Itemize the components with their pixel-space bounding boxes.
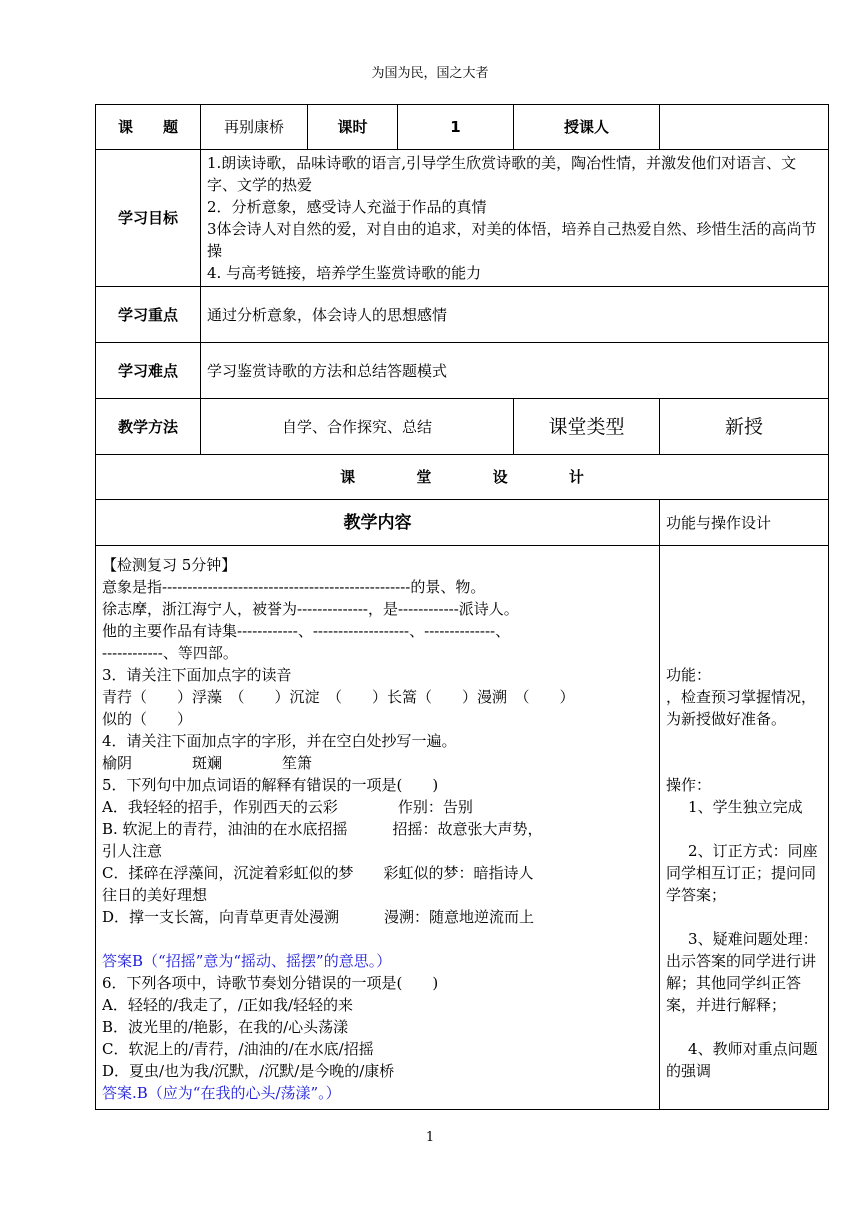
content-line: 3．请关注下面加点字的读音 <box>102 665 292 684</box>
objective-item: 2．分析意象，感受诗人充溢于作品的真情 <box>207 198 487 216</box>
period-value: 1 <box>398 105 514 150</box>
topic-value: 再别康桥 <box>201 105 308 150</box>
function-line: 3、疑难问题处理：出示答案的同学进行讲解；其他同学纠正答案，并进行解释； <box>666 930 818 1014</box>
function-line <box>666 752 824 774</box>
content-line: A．轻轻的/我走了，/正如我/轻轻的来 <box>102 995 353 1014</box>
objectives-row <box>96 150 829 287</box>
content-line: 【检测复习 5分钟】 <box>102 555 237 574</box>
content-line: D．夏虫/也为我/沉默，/沉默/是今晚的/康桥 <box>102 1061 395 1080</box>
difficulty-row <box>96 343 829 399</box>
design-header-row <box>96 500 829 546</box>
class-type-value: 新授 <box>660 399 829 455</box>
answer-line: 答案.B（应为“在我的心头/荡漾”。） <box>102 1083 341 1102</box>
period-label: 课时 <box>308 105 398 150</box>
content-line: B．波光里的/艳影，在我的/心头荡漾 <box>102 1017 349 1036</box>
content-line: C．揉碎在浮藻间，沉淀着彩虹似的梦 彩虹似的梦：暗指诗人 <box>102 863 534 882</box>
content-line: 引人注意 <box>102 841 163 860</box>
objectives-cell <box>201 150 829 287</box>
design-title-char: 计 <box>568 468 584 486</box>
key-point-text: 通过分析意象，体会诗人的思想感情 <box>201 287 829 343</box>
design-title <box>96 455 829 500</box>
design-title-char: 堂 <box>416 468 432 486</box>
objective-item: 4. 与高考链接，培养学生鉴赏诗歌的能力 <box>207 264 482 282</box>
function-line: 2、订正方式：同座同学相互订正；提问同学答案； <box>666 842 818 904</box>
function-line: 1、学生独立完成 <box>688 798 803 816</box>
teacher-value <box>660 105 829 150</box>
title-row <box>96 105 829 150</box>
content-line: D．撑一支长篙，向青草更青处漫溯 漫溯：随意地逆流而上 <box>102 907 535 926</box>
content-line: ------------、等四部。 <box>102 643 238 662</box>
objectives-label: 学习目标 <box>96 150 201 287</box>
function-line <box>666 1016 824 1038</box>
page-header: 为国为民，国之大者 <box>371 66 489 81</box>
content-line: 徐志摩，浙江海宁人，被誉为--------------，是------------派诗人。 <box>102 599 519 618</box>
content-line: B. 软泥上的青荇，油油的在水底招摇 招摇：故意张大声势， <box>102 819 543 838</box>
method-row <box>96 399 829 455</box>
content-line <box>102 928 653 950</box>
content-line: 榆阴 斑斓 笙箫 <box>102 753 313 772</box>
function-line: 操作： <box>666 776 712 794</box>
objective-item: 1.朗读诗歌，品味诗歌的语言,引导学生欣赏诗歌的美，陶冶性情，并激发他们对语言、文字、文学的热爱 <box>207 154 797 194</box>
key-point-row <box>96 287 829 343</box>
key-point-label: 学习重点 <box>96 287 201 343</box>
content-cell <box>96 546 660 1110</box>
content-line: A．我轻轻的招手，作别西天的云彩 作别：告别 <box>102 797 473 816</box>
content-line: 意象是指-------------------------------------------------的景、物。 <box>102 577 486 596</box>
method-text: 自学、合作探究、总结 <box>201 399 514 455</box>
design-title-char: 课 <box>340 468 356 486</box>
content-line: 4．请关注下面加点字的字形，并在空白处抄写一遍。 <box>102 731 457 750</box>
lesson-plan-table <box>95 104 829 1110</box>
function-line: 功能： <box>666 666 712 684</box>
content-line: 他的主要作品有诗集------------、-------------------、--------------、 <box>102 621 511 640</box>
content-line: C．软泥上的/青荇，/油油的/在水底/招摇 <box>102 1039 374 1058</box>
content-line: 青荇（ ）浮藻 （ ）沉淀 （ ）长篙（ ）漫溯 （ ） <box>102 687 575 706</box>
function-line: ，检查预习掌握情况，为新授做好准备。 <box>666 688 817 728</box>
content-line: 似的（ ） <box>102 709 193 728</box>
content-header: 教学内容 <box>96 500 660 546</box>
topic-label: 课 题 <box>96 105 201 150</box>
function-line: 4、教师对重点问题的强调 <box>666 1040 818 1080</box>
method-label: 教学方法 <box>96 399 201 455</box>
function-cell <box>660 546 829 1110</box>
design-title-row <box>96 455 829 500</box>
page-number: 1 <box>425 1130 435 1145</box>
function-line <box>666 730 824 752</box>
teacher-label: 授课人 <box>514 105 660 150</box>
function-header: 功能与操作设计 <box>660 500 829 546</box>
content-line: 往日的美好理想 <box>102 885 208 904</box>
objective-item: 3体会诗人对自然的爱，对自由的追求，对美的体悟，培养自己热爱自然、珍惜生活的高尚节操 <box>207 220 817 260</box>
answer-line: 答案B（“招摇”意为“摇动、摇摆”的意思。） <box>102 951 392 970</box>
class-type-label: 课堂类型 <box>514 399 660 455</box>
design-title-char: 设 <box>492 468 508 486</box>
function-line <box>666 818 824 840</box>
content-line: 6．下列各项中，诗歌节奏划分错误的一项是( ) <box>102 973 439 992</box>
difficulty-text: 学习鉴赏诗歌的方法和总结答题模式 <box>201 343 829 399</box>
difficulty-label: 学习难点 <box>96 343 201 399</box>
content-line: 5．下列句中加点词语的解释有错误的一项是( ) <box>102 775 439 794</box>
function-line <box>666 906 824 928</box>
design-body-row <box>96 546 829 1110</box>
